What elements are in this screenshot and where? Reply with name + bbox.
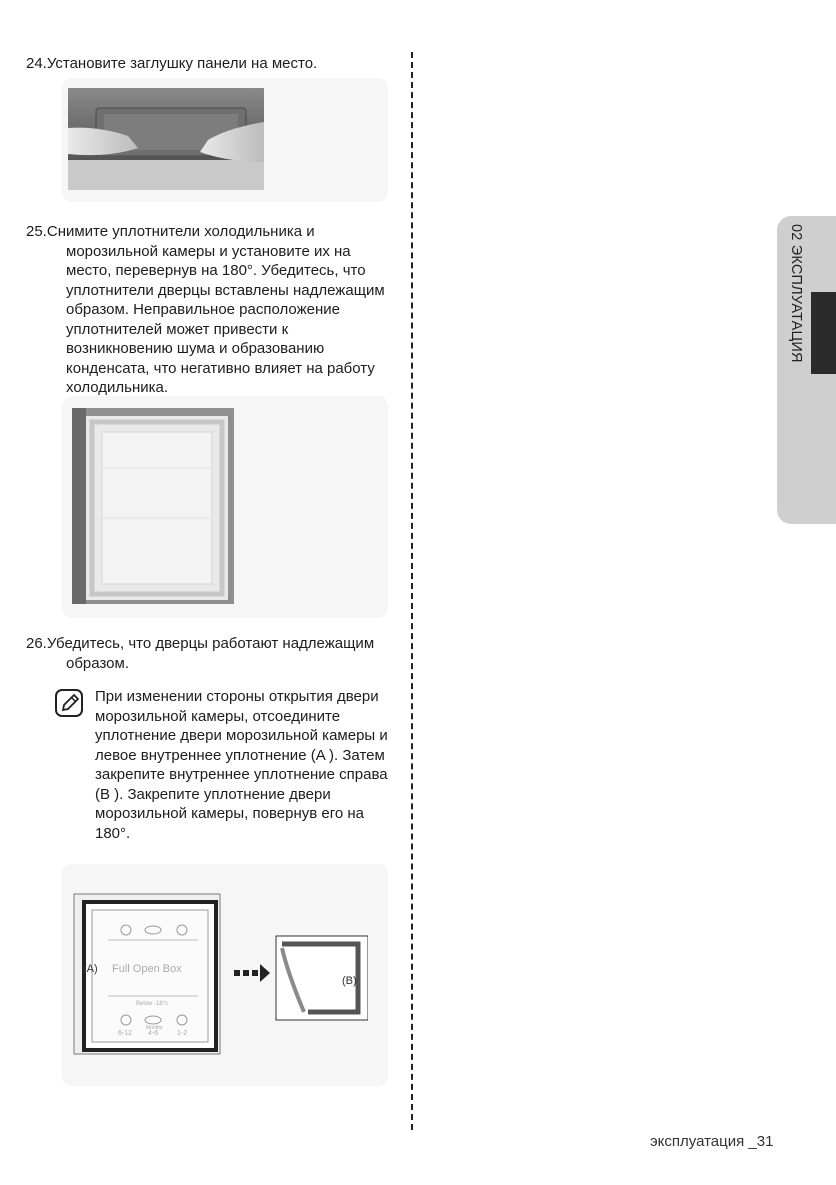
door-gasket-photo — [72, 408, 234, 604]
panel-cap-photo — [68, 88, 264, 190]
chapter-side-label: 02 ЭКСПЛУАТАЦИЯ — [788, 224, 804, 363]
label-a: (A) — [83, 963, 98, 975]
step-24-body: Установите заглушку панели на место. — [46, 55, 318, 72]
step-24-text — [26, 54, 416, 74]
step-24-number: 24. — [26, 55, 47, 72]
step-26-number: 26. — [26, 635, 47, 652]
months-value-1: 6-12 — [118, 1030, 133, 1037]
page-footer: эксплуатация _31 — [650, 1133, 774, 1150]
months-label: Months — [146, 1025, 163, 1031]
step-26-body: Убедитесь, что дверцы работают надлежащим образом. — [46, 635, 375, 672]
column-divider — [411, 52, 413, 1130]
step-25-number: 25. — [26, 223, 47, 240]
note-text: При изменении стороны открытия двери морозильной камеры, отсоедините уплотнение двери морозильной камеры и левое внутреннее уплотнение (A ). Затем закрепите внутреннее уплотнение справа (B ). Закрепите уплотнение двери морозильной камеры, повернув его на 180°. — [95, 688, 388, 842]
step-26-text — [26, 634, 396, 673]
step-25-body: Снимите уплотнители холодильника и морозильной камеры и установите их на место, перевернув на 180°. Убедитесь, что уплотнители дверцы вставлены надлежащим образом. Неправильное расположение уплотнителей может привести к возникновению шума и образованию конденсата, что негативно влияет на работу холодильника. — [46, 223, 385, 396]
chapter-side-marker — [811, 292, 836, 374]
note-pencil-icon — [54, 688, 84, 718]
months-value-3: 1-2 — [177, 1030, 188, 1037]
below-label: Below -18°c — [136, 1001, 169, 1007]
step-25-text — [26, 222, 396, 398]
label-b: (B) — [342, 975, 357, 987]
months-value-2: 4-6 — [148, 1030, 159, 1037]
full-open-box-title: Full Open Box — [112, 963, 182, 975]
